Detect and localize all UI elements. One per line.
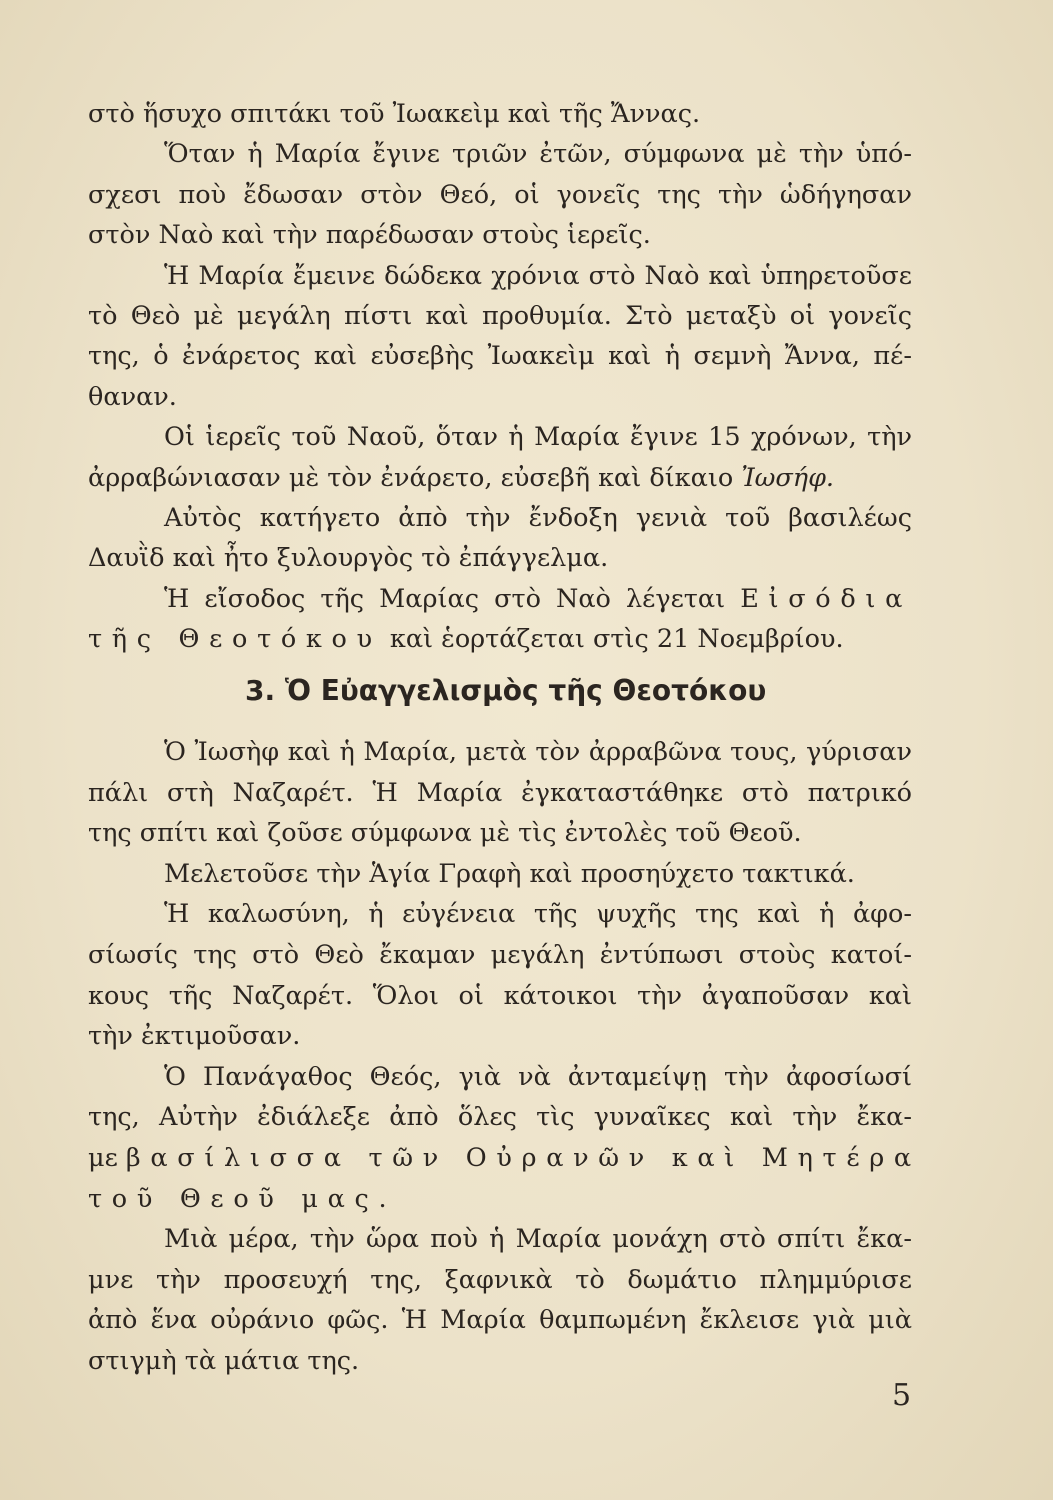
text-segment: σίωσίς της στὸ Θεὸ ἔκαμαν μεγάλη ἐντύπωσι στοὺς κατοί- <box>88 940 912 970</box>
text-segment: Ὁ Πανάγαθος Θεός, γιὰ νὰ ἀνταμείψῃ τὴν ἀφοσίωσί <box>164 1061 912 1092</box>
text-segment: ἀρραβώνιασαν μὲ τὸν ἐνάρετο, εὐσεβῆ καὶ δίκαιο <box>88 462 742 493</box>
text-segment: Ἰωσήφ. <box>741 462 835 493</box>
text-line <box>88 540 608 576</box>
text-segment: στὸ ἥσυχο σπιτάκι τοῦ Ἰωακεὶμ καὶ τῆς Ἄννας. <box>88 99 701 129</box>
text-line <box>88 1018 300 1054</box>
text-line <box>88 217 651 253</box>
text-line <box>88 775 912 811</box>
text-line <box>88 338 912 374</box>
text-line <box>164 419 912 455</box>
text-line <box>164 136 912 172</box>
text-segment: Δαυῒδ καὶ ἦτο ξυλουργὸς τὸ ἐπάγγελμα. <box>88 543 609 574</box>
text-segment: της σπίτι καὶ ζοῦσε σύμφωνα μὲ τὶς ἐντολὲς τοῦ Θεοῦ. <box>88 818 802 849</box>
text-segment: τοῦ Θεοῦ μας. <box>88 1183 397 1214</box>
text-segment: Αὐτὸς κατήγετο ἀπὸ τὴν ἔνδοξη γενιὰ τοῦ βασιλέως <box>164 503 912 533</box>
text-line <box>88 1343 359 1379</box>
text-line <box>88 1140 921 1176</box>
text-line <box>164 896 912 932</box>
text-line <box>88 937 912 973</box>
text-segment: στιγμὴ τὰ μάτια της. <box>88 1346 360 1376</box>
text-line <box>88 298 912 334</box>
text-line <box>88 460 834 496</box>
text-line <box>88 1181 396 1217</box>
text-segment: Ἡ Μαρία ἔμεινε δώδεκα χρόνια στὸ Ναὸ καὶ ὑπηρετοῦσε <box>164 260 912 291</box>
text-line <box>164 1059 912 1095</box>
text-segment: με <box>88 1143 126 1173</box>
text-segment: Ἡ εἴσοδος τῆς Μαρίας στὸ Ναὸ λέγεται <box>164 583 741 614</box>
text-segment: θαναν. <box>88 381 177 412</box>
text-line <box>88 1302 912 1338</box>
text-line <box>164 1221 912 1257</box>
text-line <box>88 1099 912 1135</box>
text-segment: Ὅταν ἡ Μαρία ἔγινε τριῶν ἐτῶν, σύμφωνα μὲ τὴν ὑπό- <box>164 139 912 170</box>
text-segment: Μελετοῦσε τὴν Ἁγία Γραφὴ καὶ προσηύχετο τακτικά. <box>164 858 855 889</box>
text-segment: πάλι στὴ Ναζαρέτ. Ἡ Μαρία ἐγκαταστάθηκε στὸ πατρικό <box>88 777 912 808</box>
text-line <box>88 621 844 657</box>
text-segment: μνε τὴν προσευχή της, ξαφνικὰ τὸ δωμάτιο πλημμύρισε <box>88 1264 912 1295</box>
text-segment: Ὁ Ἰωσὴφ καὶ ἡ Μαρία, μετὰ τὸν ἀρραβῶνα τους, γύρισαν <box>164 737 912 767</box>
text-segment: ἀπὸ ἕνα οὐράνιο φῶς. Ἡ Μαρία θαμπωμένη ἔκλεισε γιὰ μιὰ <box>88 1305 912 1336</box>
text-segment: Μιὰ μέρα, τὴν ὥρα ποὺ ἡ Μαρία μονάχη στὸ σπίτι ἔκα- <box>164 1224 912 1255</box>
text-line <box>88 96 700 132</box>
text-line <box>164 734 912 770</box>
text-line <box>164 258 912 294</box>
text-line <box>164 500 912 536</box>
text-line <box>88 379 177 415</box>
text-line <box>164 581 912 617</box>
text-segment: της, Αὐτὴν ἐδιάλεξε ἀπὸ ὅλες τὶς γυναῖκες καὶ τὴν ἔκα- <box>88 1102 912 1133</box>
text-segment: καὶ ἑορτάζεται στὶς 21 Νοεμβρίου. <box>381 624 844 655</box>
text-segment: στὸν Ναὸ καὶ τὴν παρέδωσαν στοὺς ἱερεῖς. <box>88 220 651 251</box>
text-segment: Ἡ καλωσύνη, ἡ εὐγένεια τῆς ψυχῆς της καὶ ἡ ἀφο- <box>164 899 912 930</box>
text-segment: τῆς Θεοτόκου <box>88 624 382 655</box>
text-line <box>88 815 802 851</box>
text-segment: σχεσι ποὺ ἔδωσαν στὸν Θεό, οἱ γονεῖς της τὴν ὡδήγησαν <box>88 179 912 210</box>
text-segment: τὴν ἐκτιμοῦσαν. <box>88 1021 301 1052</box>
text-line <box>164 856 912 892</box>
text-segment: Οἱ ἱερεῖς τοῦ Ναοῦ, ὅταν ἡ Μαρία ἔγινε 15 χρόνων, τὴν <box>164 422 912 453</box>
text-line <box>88 1262 912 1298</box>
text-segment: τὸ Θεὸ μὲ μεγάλη πίστι καὶ προθυμία. Στὸ μεταξὺ οἱ γονεῖς <box>88 301 912 331</box>
text-segment: κους τῆς Ναζαρέτ. Ὅλοι οἱ κάτοικοι τὴν ἀγαποῦσαν καὶ <box>88 980 912 1011</box>
text-line <box>88 978 912 1014</box>
section-heading: 3. Ὁ Εὐαγγελισμὸς τῆς Θεοτόκου <box>245 674 767 707</box>
text-line <box>88 177 912 213</box>
text-segment: βασίλισσα τῶν Οὐρανῶν καὶ Μητέρα <box>125 1143 921 1173</box>
page-number: 5 <box>892 1378 912 1413</box>
text-segment: Εἰσόδια <box>740 583 912 614</box>
text-segment: της, ὁ ἐνάρετος καὶ εὐσεβὴς Ἰωακεὶμ καὶ ἡ σεμνὴ Ἄννα, πέ- <box>88 341 912 372</box>
